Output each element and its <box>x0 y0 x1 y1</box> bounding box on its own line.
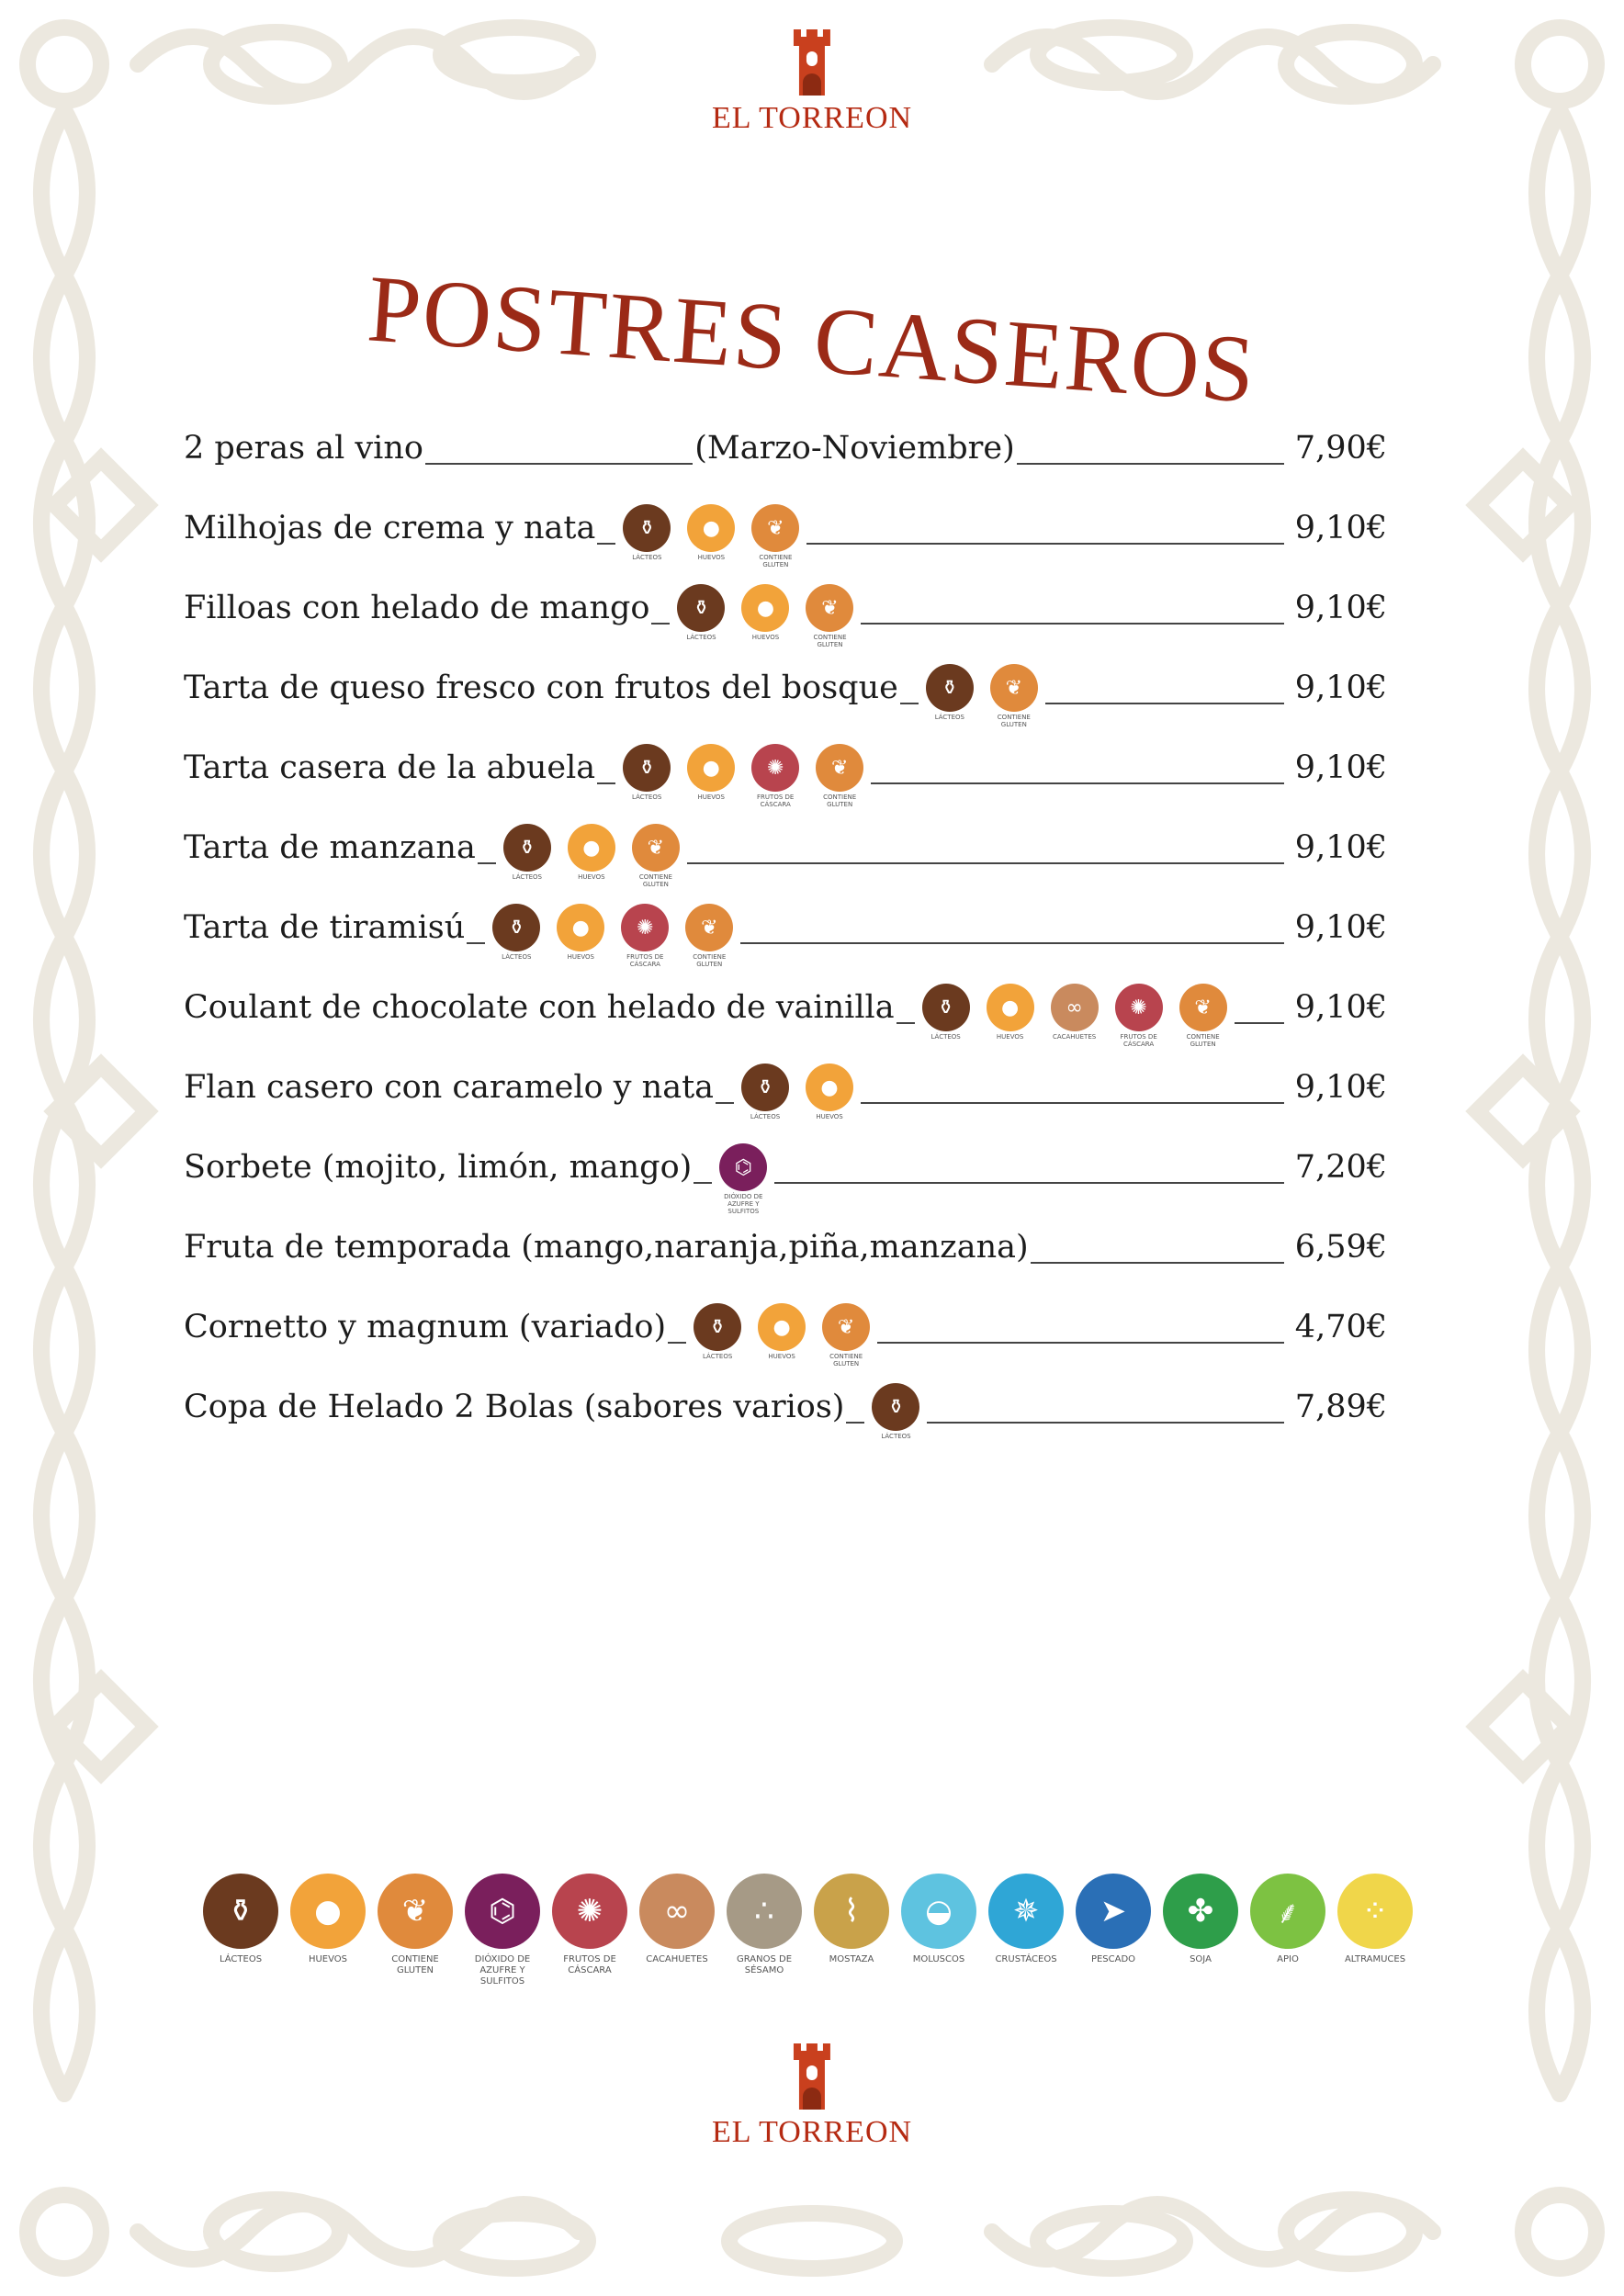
gluten-allergen <box>802 584 857 648</box>
sulfitos-allergen <box>462 1874 543 1987</box>
allergen-label: HUEVOS <box>697 554 726 561</box>
gluten-icon: ❦ <box>816 744 863 792</box>
menu-item-price: 4,70€ <box>1294 1309 1387 1345</box>
allergen-label: LÁCTEOS <box>502 953 532 961</box>
menu-item <box>184 430 1387 510</box>
allergen-label: HUEVOS <box>751 634 780 641</box>
item-allergens <box>670 584 861 648</box>
huevos-allergen <box>983 984 1038 1048</box>
allergen-legend <box>200 1874 1413 1987</box>
menu-item-name: Tarta casera de la abuela <box>184 749 596 786</box>
menu-item <box>184 1069 1387 1149</box>
mostaza-allergen <box>811 1874 892 1987</box>
allergen-label: LÁCTEOS <box>750 1113 781 1120</box>
dessert-menu <box>184 430 1387 1469</box>
pescado-allergen <box>1073 1874 1154 1987</box>
menu-item-price: 9,10€ <box>1294 989 1387 1026</box>
menu-item-name: Coulant de chocolate con helado de vainilla <box>184 989 895 1026</box>
crustaceos-allergen <box>986 1874 1066 1987</box>
item-allergens <box>919 664 1045 728</box>
allergen-label: CONTIENE GLUTEN <box>638 873 672 888</box>
allergen-label: GRANOS DE SÉSAMO <box>736 1954 793 1975</box>
gluten-icon: ❦ <box>990 664 1038 712</box>
menu-item-price: 9,10€ <box>1294 510 1387 546</box>
allergen-label: DIÓXIDO DE AZUFRE Y SULFITOS <box>474 1954 531 1986</box>
gluten-icon: ❦ <box>685 904 733 951</box>
frutos-cascara-allergen <box>617 904 672 968</box>
gluten-allergen <box>812 744 867 808</box>
menu-item <box>184 670 1387 749</box>
brand-name: EL TORREON <box>711 2115 913 2149</box>
menu-item <box>184 510 1387 590</box>
gluten-icon: ❦ <box>378 1874 453 1949</box>
allergen-label: LÁCTEOS <box>930 1033 961 1041</box>
huevos-allergen <box>683 744 739 808</box>
menu-item-price: 6,59€ <box>1294 1229 1387 1266</box>
allergen-label: LÁCTEOS <box>632 554 662 561</box>
huevos-allergen <box>738 584 793 648</box>
cacahuetes-allergen <box>1047 984 1102 1048</box>
leader-line <box>846 1389 1284 1440</box>
gluten-icon: ❦ <box>632 824 680 872</box>
huevos-allergen <box>683 504 739 568</box>
leader-line <box>1017 430 1284 468</box>
huevos-icon: ● <box>568 824 615 872</box>
tower-icon <box>792 29 832 96</box>
item-allergens <box>712 1143 774 1215</box>
brand-name: EL TORREON <box>711 101 913 135</box>
allergen-label: MOSTAZA <box>829 1954 874 1964</box>
sulfitos-icon: ⌬ <box>719 1143 767 1191</box>
altramuces-icon: ⁘ <box>1337 1874 1413 1949</box>
menu-item-name: Copa de Helado 2 Bolas (sabores varios) <box>184 1389 845 1425</box>
menu-item-name: Tarta de queso fresco con frutos del bosque <box>184 670 898 706</box>
lacteos-icon: ⚱ <box>623 504 671 552</box>
leader-line <box>651 590 1284 648</box>
allergen-label: APIO <box>1277 1954 1299 1964</box>
lacteos-allergen <box>619 504 674 568</box>
lacteos-allergen <box>919 984 974 1048</box>
lacteos-allergen <box>738 1064 793 1120</box>
item-allergens <box>615 744 871 808</box>
lacteos-allergen <box>500 824 555 888</box>
menu-item <box>184 829 1387 909</box>
huevos-icon: ● <box>806 1064 853 1111</box>
leader-line <box>897 989 1284 1048</box>
item-allergens <box>485 904 740 968</box>
allergen-label: CONTIENE GLUTEN <box>391 1954 439 1975</box>
altramuces-allergen <box>1335 1874 1415 1987</box>
frutos-cascara-icon: ✺ <box>621 904 669 951</box>
allergen-label: LÁCTEOS <box>881 1433 911 1440</box>
brand-logo-bottom <box>712 2043 912 2150</box>
huevos-allergen <box>288 1874 368 1987</box>
lacteos-icon: ⚱ <box>203 1874 278 1949</box>
allergen-label: HUEVOS <box>308 1954 348 1964</box>
allergen-label: HUEVOS <box>816 1113 843 1120</box>
menu-item-price: 9,10€ <box>1294 829 1387 866</box>
frutos-cascara-allergen <box>1111 984 1167 1048</box>
leader-line <box>425 430 693 468</box>
frutos-cascara-allergen <box>748 744 803 808</box>
lacteos-icon: ⚱ <box>926 664 974 712</box>
gluten-icon: ❦ <box>751 504 799 552</box>
moluscos-icon: ◒ <box>901 1874 976 1949</box>
menu-item-name: Cornetto y magnum (variado) <box>184 1309 667 1345</box>
page-title: POSTRES CASEROS <box>364 255 1260 423</box>
mostaza-icon: ⌇ <box>814 1874 889 1949</box>
menu-item-name: Tarta de tiramisú <box>184 909 466 946</box>
lacteos-icon: ⚱ <box>694 1303 741 1351</box>
gluten-allergen <box>748 504 803 568</box>
menu-item-name: Flan casero con caramelo y nata <box>184 1069 715 1106</box>
menu-item-name: Filloas con helado de mango <box>184 590 650 626</box>
item-allergens <box>496 824 687 888</box>
allergen-label: LÁCTEOS <box>632 793 662 801</box>
gluten-icon: ❦ <box>1179 984 1227 1031</box>
allergen-label: CACAHUETES <box>646 1954 708 1964</box>
item-allergens <box>864 1383 927 1440</box>
lacteos-icon: ⚱ <box>872 1383 919 1431</box>
gluten-allergen <box>375 1874 456 1987</box>
cacahuetes-icon: ∞ <box>1051 984 1099 1031</box>
leader-line <box>597 510 1284 568</box>
menu-item <box>184 1149 1387 1229</box>
menu-item-note: (Marzo-Noviembre) <box>694 430 1015 467</box>
gluten-allergen <box>628 824 683 888</box>
lacteos-allergen <box>200 1874 281 1987</box>
leader-line <box>900 670 1284 728</box>
huevos-icon: ● <box>557 904 604 951</box>
allergen-label: LÁCTEOS <box>703 1353 733 1360</box>
lacteos-icon: ⚱ <box>922 984 970 1031</box>
menu-item <box>184 989 1387 1069</box>
menu-item <box>184 1309 1387 1389</box>
allergen-label: HUEVOS <box>768 1353 795 1360</box>
menu-item-price: 7,90€ <box>1294 430 1387 467</box>
lacteos-icon: ⚱ <box>492 904 540 951</box>
allergen-label: CONTIENE GLUTEN <box>829 1353 863 1367</box>
allergen-label: SOJA <box>1190 1954 1212 1964</box>
lacteos-icon: ⚱ <box>623 744 671 792</box>
cacahuetes-allergen <box>637 1874 717 1987</box>
frutos-cascara-icon: ✺ <box>751 744 799 792</box>
brand-logo-top <box>712 29 912 136</box>
menu-item-name: Milhojas de crema y nata <box>184 510 596 546</box>
allergen-label: CACAHUETES <box>1053 1033 1097 1041</box>
menu-item <box>184 590 1387 670</box>
crustaceos-icon: ✵ <box>988 1874 1064 1949</box>
sulfitos-icon: ⌬ <box>465 1874 540 1949</box>
allergen-label: LÁCTEOS <box>219 1954 263 1964</box>
menu-item-price: 9,10€ <box>1294 749 1387 786</box>
lacteos-allergen <box>619 744 674 808</box>
allergen-label: CONTIENE GLUTEN <box>823 793 857 808</box>
gluten-allergen <box>987 664 1042 728</box>
apio-allergen <box>1247 1874 1328 1987</box>
huevos-icon: ● <box>758 1303 806 1351</box>
allergen-label: MOLUSCOS <box>912 1954 965 1964</box>
gluten-icon: ❦ <box>822 1303 870 1351</box>
pescado-icon: ➤ <box>1076 1874 1151 1949</box>
allergen-label: ALTRAMUCES <box>1344 1954 1406 1964</box>
allergen-label: FRUTOS DE CÁSCARA <box>563 1954 616 1975</box>
frutos-cascara-icon: ✺ <box>1115 984 1163 1031</box>
huevos-icon: ● <box>687 744 735 792</box>
allergen-label: CRUSTÁCEOS <box>995 1954 1057 1964</box>
lacteos-icon: ⚱ <box>503 824 551 872</box>
menu-item-name: 2 peras al vino <box>184 430 423 467</box>
huevos-icon: ● <box>987 984 1034 1031</box>
allergen-label: HUEVOS <box>567 953 594 961</box>
allergen-label: LÁCTEOS <box>934 714 964 721</box>
allergen-label: CONTIENE GLUTEN <box>997 714 1031 728</box>
lacteos-allergen <box>922 664 977 728</box>
allergen-label: DIÓXIDO DE AZUFRE Y SULFITOS <box>724 1193 763 1215</box>
menu-item-price: 7,89€ <box>1294 1389 1387 1425</box>
menu-item <box>184 909 1387 989</box>
item-allergens <box>915 984 1235 1048</box>
allergen-label: LÁCTEOS <box>686 634 716 641</box>
huevos-allergen <box>553 904 608 968</box>
allergen-label: LÁCTEOS <box>512 873 542 881</box>
item-allergens <box>734 1064 861 1120</box>
allergen-label: FRUTOS DE CÁSCARA <box>1120 1033 1157 1048</box>
lacteos-allergen <box>690 1303 745 1367</box>
gluten-allergen <box>1176 984 1231 1048</box>
frutos-cascara-icon: ✺ <box>552 1874 627 1949</box>
huevos-allergen <box>754 1303 809 1367</box>
allergen-label: HUEVOS <box>996 1033 1024 1041</box>
huevos-icon: ● <box>741 584 789 632</box>
gluten-allergen <box>682 904 737 968</box>
leader-line <box>478 829 1284 888</box>
allergen-label: CONTIENE GLUTEN <box>813 634 847 648</box>
leader-line <box>716 1069 1284 1120</box>
lacteos-allergen <box>489 904 544 968</box>
allergen-label: FRUTOS DE CÁSCARA <box>757 793 795 808</box>
menu-item-price: 9,10€ <box>1294 590 1387 626</box>
sesamo-icon: ∴ <box>727 1874 802 1949</box>
moluscos-allergen <box>898 1874 979 1987</box>
leader-line <box>694 1149 1284 1215</box>
sesamo-allergen <box>724 1874 805 1987</box>
tower-icon <box>792 2043 832 2110</box>
gluten-allergen <box>818 1303 874 1367</box>
apio-icon: ⸙ <box>1250 1874 1325 1949</box>
allergen-label: PESCADO <box>1090 1954 1136 1964</box>
item-allergens <box>686 1303 877 1367</box>
gluten-icon: ❦ <box>806 584 853 632</box>
frutos-cascara-allergen <box>549 1874 630 1987</box>
allergen-label: CONTIENE GLUTEN <box>1186 1033 1220 1048</box>
menu-item <box>184 1229 1387 1309</box>
menu-item <box>184 749 1387 829</box>
sulfitos-allergen <box>716 1143 771 1215</box>
huevos-icon: ● <box>687 504 735 552</box>
menu-item-price: 7,20€ <box>1294 1149 1387 1186</box>
leader-line <box>597 749 1284 808</box>
allergen-label: HUEVOS <box>697 793 725 801</box>
menu-item-name: Sorbete (mojito, limón, mango) <box>184 1149 693 1186</box>
menu-item-price: 9,10€ <box>1294 670 1387 706</box>
lacteos-allergen <box>868 1383 923 1440</box>
cacahuetes-icon: ∞ <box>639 1874 715 1949</box>
leader-line <box>668 1309 1284 1367</box>
soja-icon: ✤ <box>1163 1874 1238 1949</box>
huevos-allergen <box>564 824 619 888</box>
menu-item-price: 9,10€ <box>1294 909 1387 946</box>
leader-line <box>467 909 1284 968</box>
lacteos-allergen <box>673 584 728 648</box>
lacteos-icon: ⚱ <box>677 584 725 632</box>
huevos-allergen <box>802 1064 857 1120</box>
leader-line <box>1031 1229 1284 1267</box>
allergen-label: CONTIENE GLUTEN <box>693 953 727 968</box>
soja-allergen <box>1160 1874 1241 1987</box>
menu-item-name: Tarta de manzana <box>184 829 476 866</box>
menu-item <box>184 1389 1387 1469</box>
menu-item-name: Fruta de temporada (mango,naranja,piña,manzana) <box>184 1229 1029 1266</box>
lacteos-icon: ⚱ <box>741 1064 789 1111</box>
allergen-label: FRUTOS DE CÁSCARA <box>626 953 664 968</box>
menu-item-price: 9,10€ <box>1294 1069 1387 1106</box>
allergen-label: HUEVOS <box>578 873 605 881</box>
item-allergens <box>615 504 806 568</box>
allergen-label: CONTIENE GLUTEN <box>759 554 793 568</box>
huevos-icon: ● <box>290 1874 366 1949</box>
